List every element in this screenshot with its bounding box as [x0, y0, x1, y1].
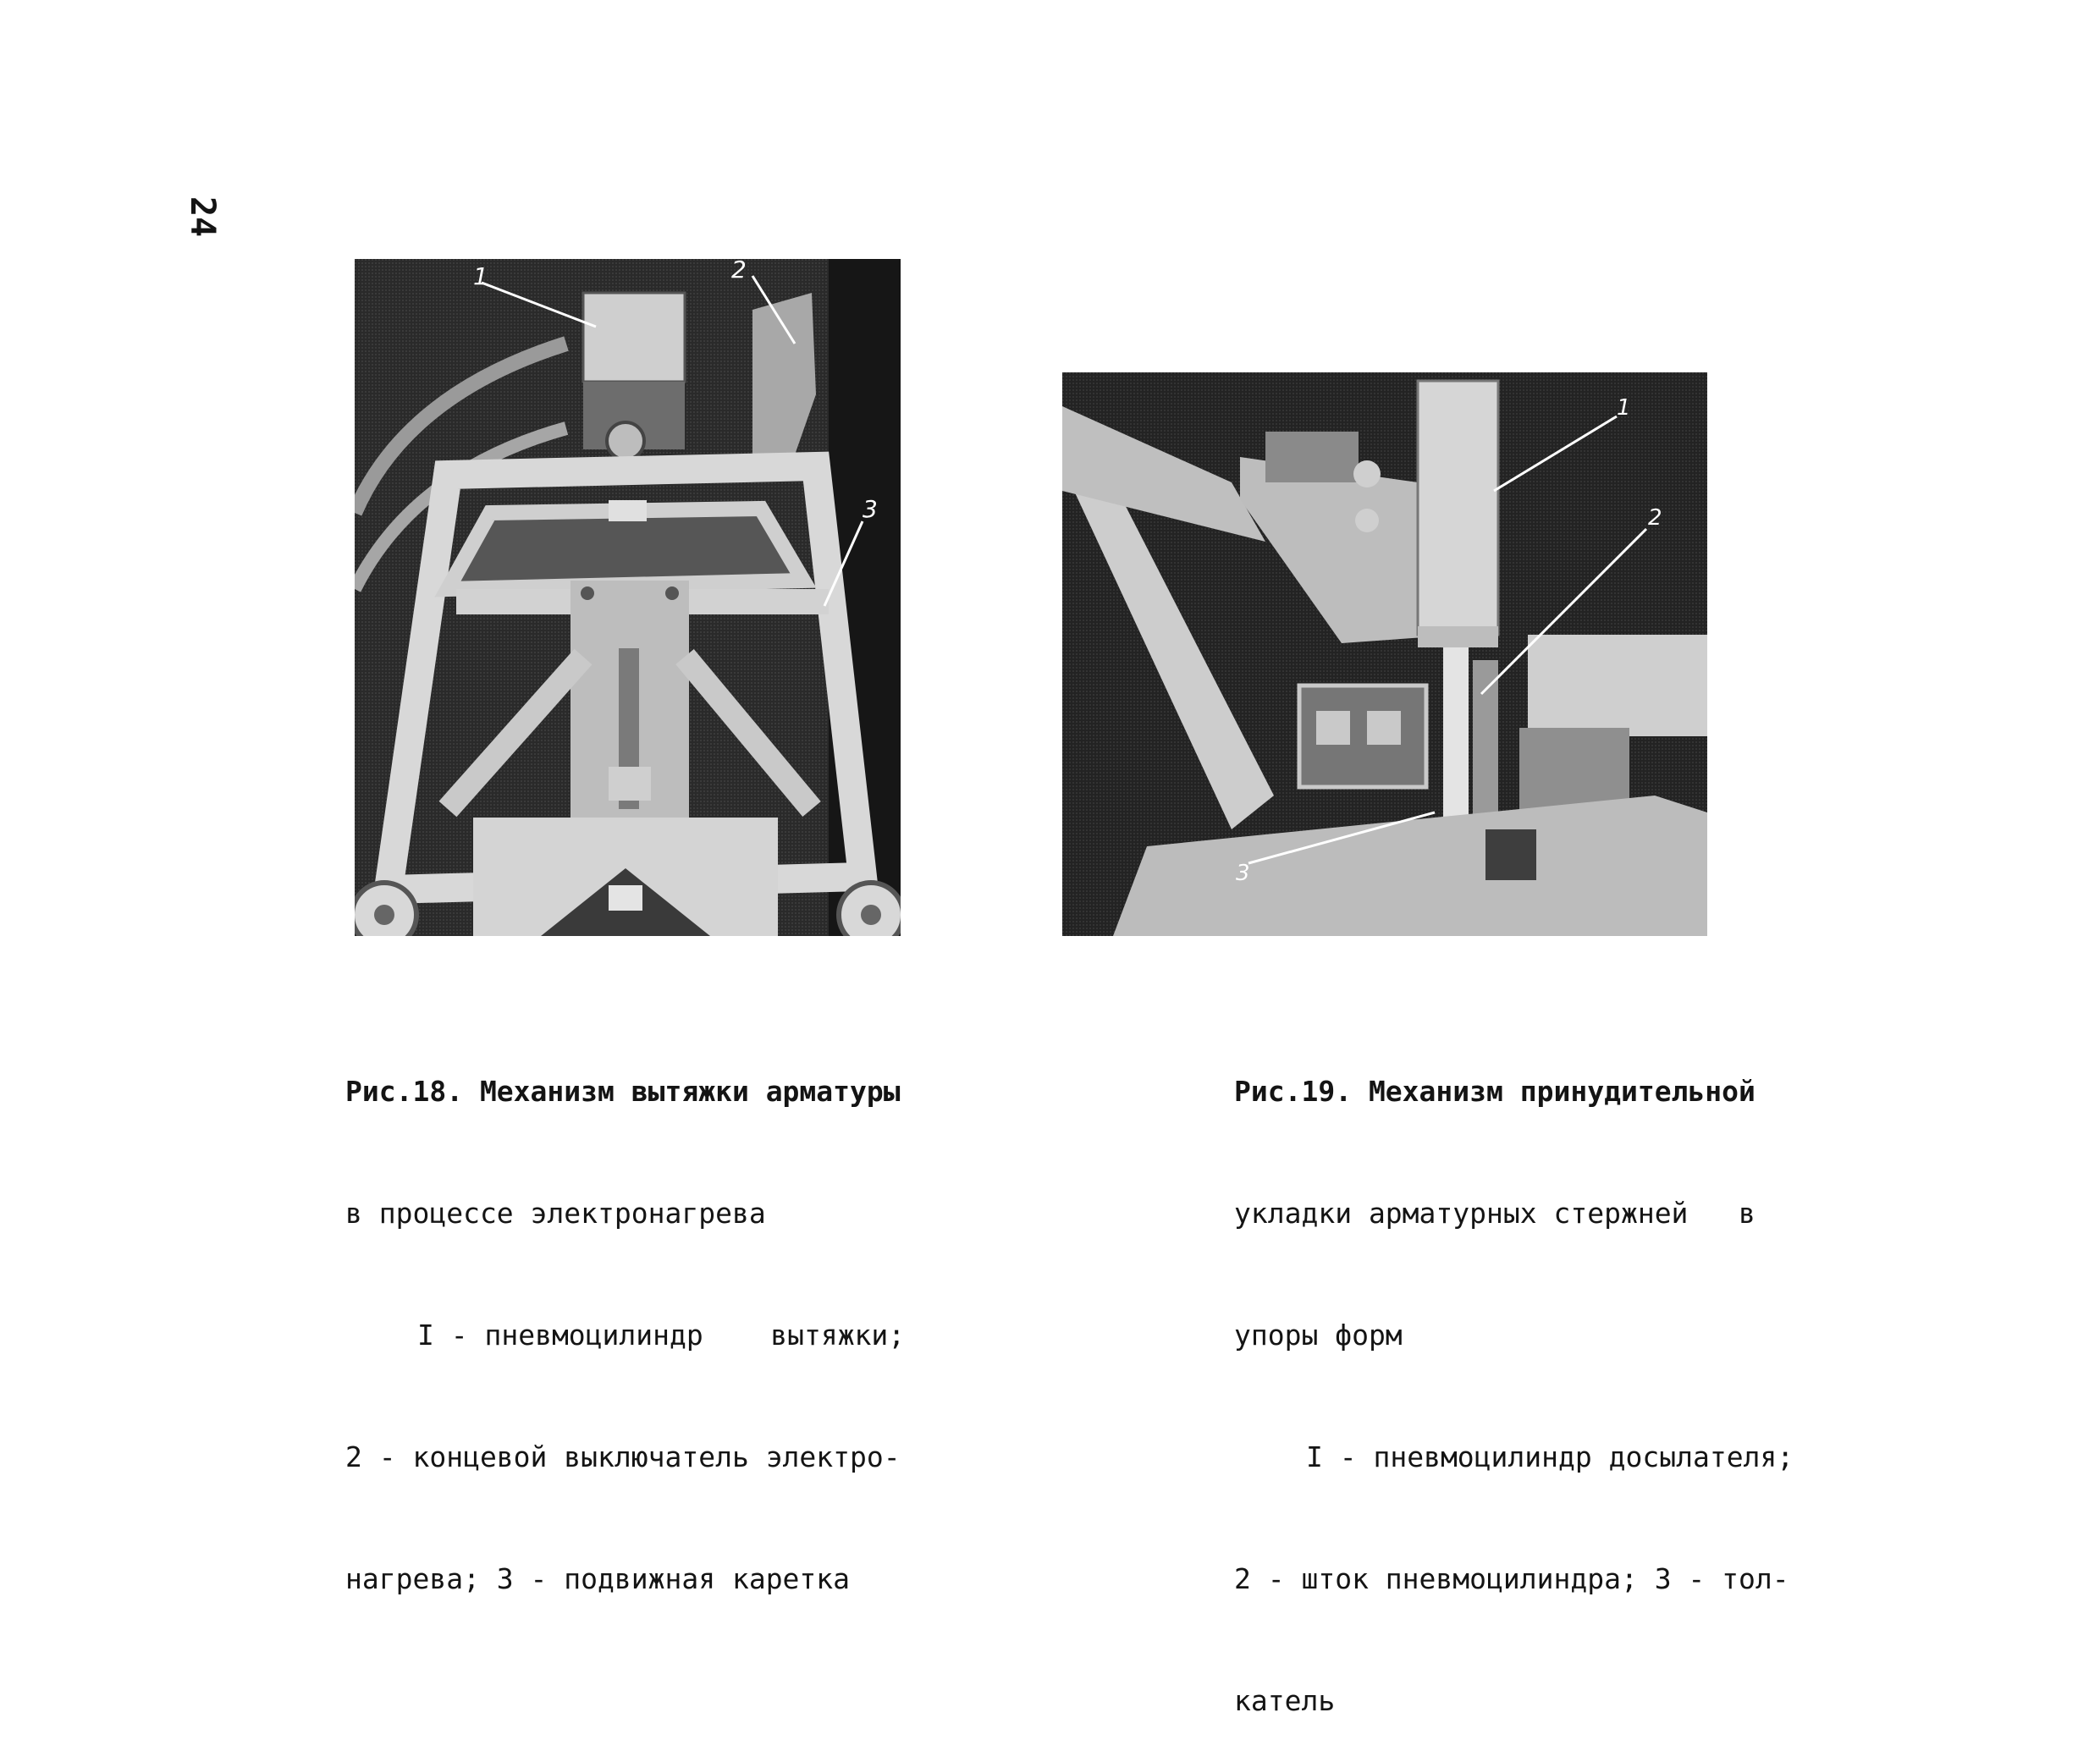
figure-18-title: Рис.18. Механизм вытяжки арматуры — [345, 1075, 901, 1108]
fig19-callout-2: 2 — [1648, 505, 1662, 531]
figure-19-line: I - пневмоцилиндр досылателя; — [1306, 1440, 1794, 1473]
figure-18-photo — [355, 259, 901, 936]
fig18-callout-3: 3 — [863, 495, 878, 523]
figure-18-line: I - пневмоцилиндр вытяжки; — [417, 1319, 906, 1352]
figure-19-title: Рис.19. Механизм принудительной — [1234, 1075, 1756, 1108]
fig18-callout-2: 2 — [731, 259, 747, 284]
fig18-callout-1: 1 — [473, 262, 488, 290]
figure-18-line: нагрева; 3 - подвижная каретка — [345, 1562, 851, 1595]
figure-19-photo — [1062, 372, 1707, 936]
figure-19-line: укладки арматурных стержней в — [1234, 1197, 1756, 1230]
figure-19-caption — [1234, 990, 1794, 1762]
figure-19-line: упоры форм — [1234, 1319, 1403, 1352]
figure-19-line: 2 - шток пневмоцилиндра; 3 - тол- — [1234, 1562, 1789, 1595]
figure-18-line: 2 - концевой выключатель электро- — [345, 1440, 901, 1473]
page-number: 24 — [183, 196, 222, 238]
fig19-callout-1: 1 — [1617, 395, 1631, 421]
figure-18-line: в процессе электронагрева — [345, 1197, 766, 1230]
figure-19-line: катель — [1234, 1684, 1336, 1717]
fig19-callout-3: 3 — [1236, 861, 1250, 886]
figure-18-caption — [345, 990, 905, 1640]
